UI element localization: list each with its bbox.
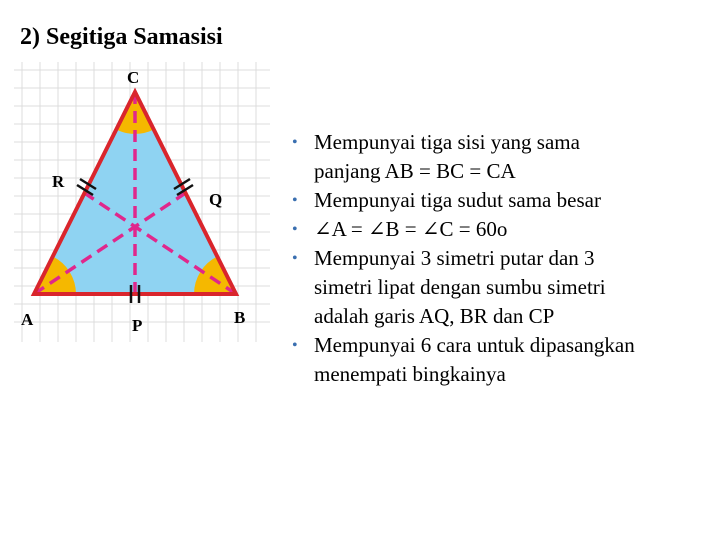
bullet-marker: • bbox=[292, 221, 298, 238]
list-item bbox=[290, 215, 715, 244]
bullet-text: Mempunyai 6 cara untuk dipasangkan menempati bingkainya bbox=[314, 333, 635, 386]
vertex-label-a: A bbox=[21, 310, 34, 329]
triangle-diagram bbox=[14, 62, 270, 342]
list-item bbox=[290, 331, 715, 389]
bullet-marker: • bbox=[292, 337, 298, 354]
triangle-svg bbox=[14, 62, 270, 342]
vertex-label-c: C bbox=[127, 68, 140, 87]
bullet-marker: • bbox=[292, 134, 298, 151]
property-list bbox=[290, 128, 715, 389]
list-item bbox=[290, 186, 715, 215]
list-item bbox=[290, 128, 715, 186]
bullet-text: Mempunyai 3 simetri putar dan 3 simetri lipat dengan sumbu simetri adalah garis AQ, BR dan CP bbox=[314, 246, 606, 328]
bullet-text: Mempunyai tiga sudut sama besar bbox=[314, 188, 601, 212]
slide-title: 2) Segitiga Samasisi bbox=[20, 24, 223, 50]
vertex-label-r: R bbox=[52, 172, 65, 191]
vertex-label-q: Q bbox=[209, 190, 223, 209]
list-item bbox=[290, 244, 715, 331]
vertex-label-p: P bbox=[132, 316, 143, 335]
vertex-label-b: B bbox=[234, 308, 246, 327]
bullet-text: ∠A = ∠B = ∠C = 60o bbox=[314, 217, 508, 241]
bullet-text: Mempunyai tiga sisi yang sama panjang AB = BC = CA bbox=[314, 130, 580, 183]
bullet-marker: • bbox=[292, 192, 298, 209]
bullet-marker: • bbox=[292, 250, 298, 267]
